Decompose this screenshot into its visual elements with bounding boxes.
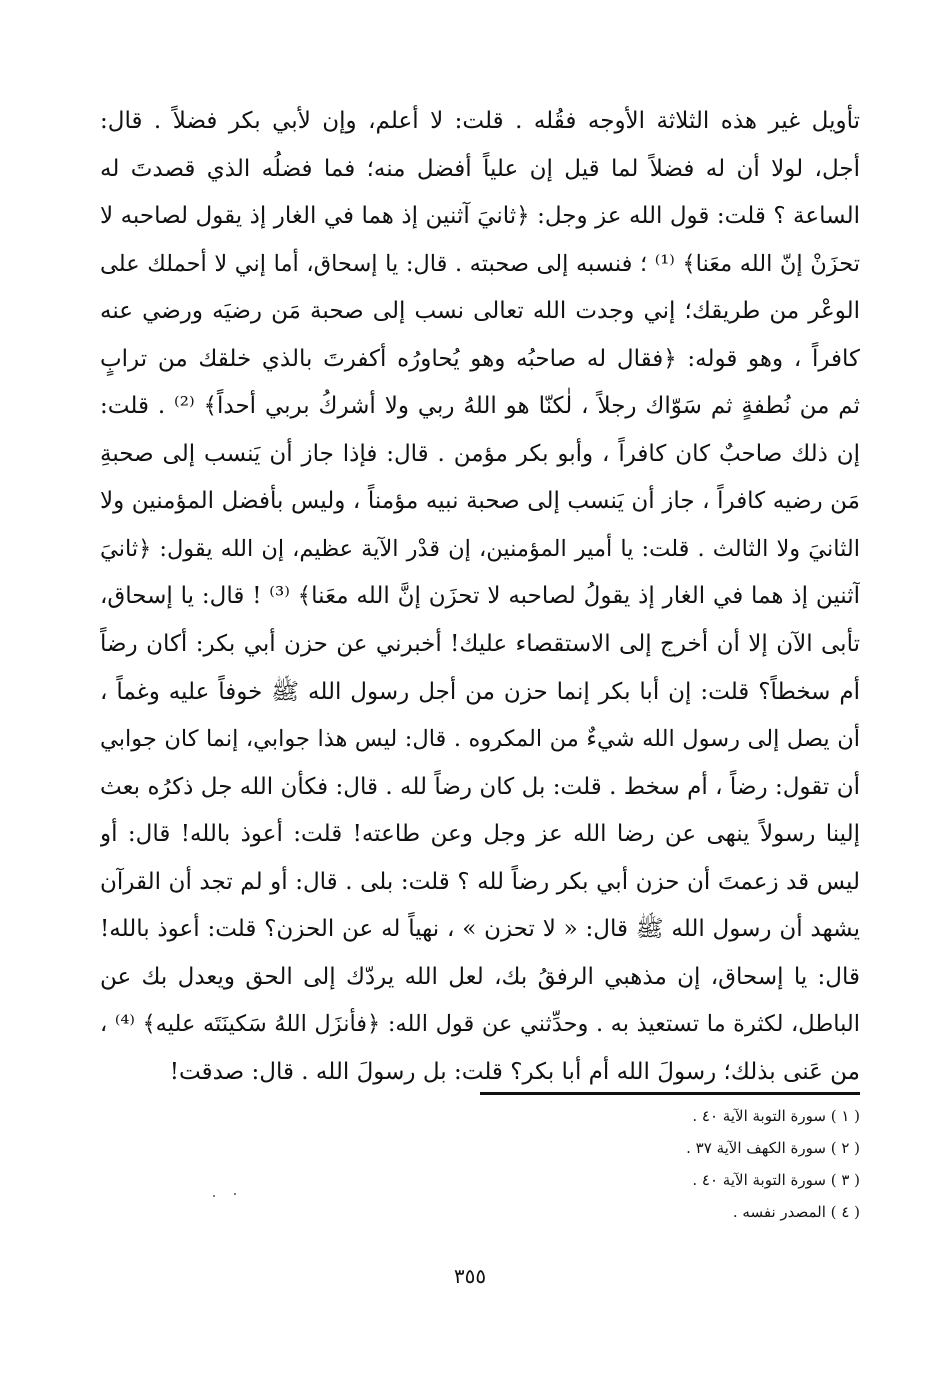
text-line-4: تحزَنْ إنّ الله معَنا﴾ ⁽¹⁾ ؛ فنسبه إلى صحبته . قال: يا إسحاق، أما إني لا أحملك على — [100, 250, 860, 277]
scan-speck — [234, 1193, 236, 1195]
footnote-divider — [480, 1092, 860, 1095]
text-line-5: الوعْر من طريقك؛ إني وجدت الله تعالى نسب إلى صحبة مَن رضيَه ورضي عنه — [100, 298, 860, 325]
text-line-2: أجل، لولا أن له فضلاً لما قيل إن علياً أفضل منه؛ فما فضلُه الذي قصدتَ له — [100, 155, 860, 182]
footnote-4: ( ٤ ) المصدر نفسه . — [732, 1203, 860, 1221]
text-line-18: يشهد أن رسول الله ﷺ قال: « لا تحزن » ، نهياً له عن الحزن؟ قلت: أعوذ بالله! — [100, 916, 860, 943]
text-line-14: أن يصل إلى رسول الله شيءٌ من المكروه . قال: ليس هذا جوابي، إنما كان جوابي — [100, 726, 860, 753]
footnote-2: ( ٢ ) سورة الكهف الآية ٣٧ . — [686, 1139, 860, 1157]
footnotes — [400, 1100, 860, 1228]
text-line-17: ليس قد زعمتَ أن حزن أبي بكر رضاً لله ؟ قلت: بلى . قال: أو لم تجد أن القرآن — [100, 868, 860, 895]
footnote-3: ( ٣ ) سورة التوبة الآية ٤٠ . — [692, 1171, 860, 1189]
text-line-1: تأويل غير هذه الثلاثة الأوجه فقُله . قلت: لا أعلم، وإن لأبي بكر فضلاً . قال: — [100, 108, 860, 134]
text-line-6: كافراً ، وهو قوله: ﴿فقال له صاحبُه وهو يُحاورُه أكفرتَ بالذي خلقك من ترابٍ — [100, 345, 860, 372]
text-line-9: مَن رضيه كافراً ، جاز أن يَنسب إلى صحبة نبيه مؤمناً ، وليس بأفضل المؤمنين ولا — [100, 488, 860, 515]
text-line-21: من عَنى بذلك؛ رسولَ الله أم أبا بكر؟ قلت: بل رسولَ الله . قال: صدقت! — [169, 1058, 860, 1085]
footnote-1: ( ١ ) سورة التوبة الآية ٤٠ . — [692, 1107, 860, 1125]
text-line-20: الباطل، لكثرة ما تستعيذ به . وحدِّثني عن قول الله: ﴿فأنزَل اللهُ سَكينَتَه عليه﴾ ⁽⁴⁾ ، — [100, 1011, 860, 1038]
text-line-19: قال: يا إسحاق، إن مذهبي الرفقُ بك، لعل الله يردّك إلى الحق ويعدل بك عن — [100, 963, 860, 990]
text-line-8: إن ذلك صاحبٌ كان كافراً ، وأبو بكر مؤمن . قال: فإذا جاز أن يَنسب إلى صحبةِ — [100, 440, 860, 467]
text-line-7: ثم من نُطفةٍ ثم سَوّاك رجلاً ، لٰكنّا هو اللهُ ربي ولا أشركُ بربي أحداً﴾ ⁽²⁾ . قلت: — [100, 393, 860, 420]
page-number: ٣٥٥ — [453, 1264, 487, 1288]
text-line-16: إلينا رسولاً ينهى عن رضا الله عز وجل وعن طاعته! قلت: أعوذ بالله! قال: أو — [100, 821, 860, 848]
text-line-3: الساعة ؟ قلت: قول الله عز وجل: ﴿ثانيَ آثنين إذ هما في الغار إذ يقول لصاحبه لا — [100, 203, 860, 230]
main-text — [100, 98, 860, 1096]
text-line-13: أم سخطاً؟ قلت: إن أبا بكر إنما حزن من أجل رسول الله ﷺ خوفاً عليه وغماً ، — [100, 678, 860, 705]
scan-speck — [213, 1195, 215, 1197]
text-line-11: آثنين إذ هما في الغار إذ يقولُ لصاحبه لا تحزَن إنَّ الله معَنا﴾ ⁽³⁾ ! قال: يا إسحاق، — [100, 583, 860, 610]
text-line-12: تأبى الآن إلا أن أخرج إلى الاستقصاء عليك! أخبرني عن حزن أبي بكر: أكان رضاً — [100, 631, 860, 658]
text-line-10: الثانيَ ولا الثالث . قلت: يا أمير المؤمنين، إن قدْر الآية عظيم، إن الله يقول: ﴿ثانيَ — [100, 535, 860, 562]
text-line-15: أن تقول: رضاً ، أم سخط . قلت: بل كان رضاً لله . قال: فكأن الله جل ذكرُه بعث — [100, 773, 860, 800]
